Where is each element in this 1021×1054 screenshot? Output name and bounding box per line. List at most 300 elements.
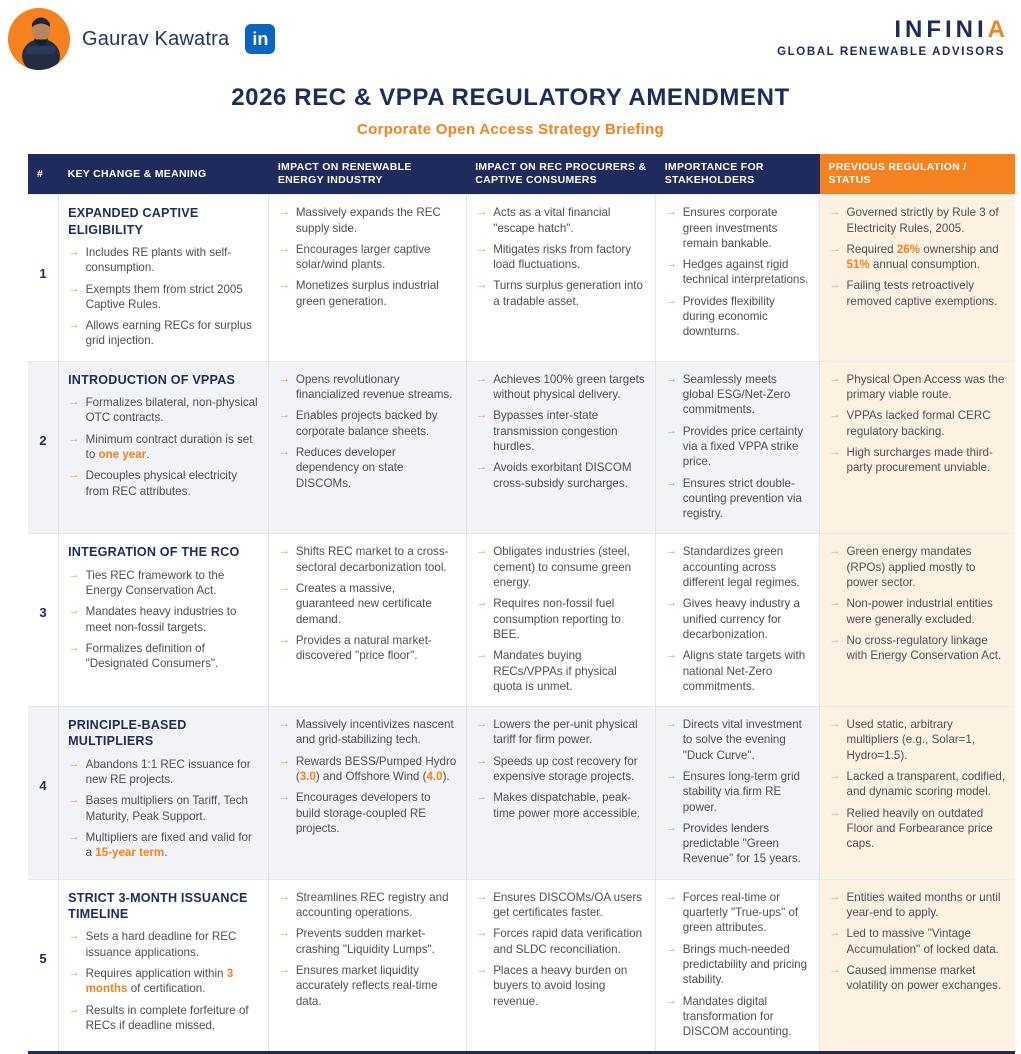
- arrow-icon: →: [68, 432, 80, 445]
- bullet-text: [86, 757, 260, 788]
- text-segment: Caused immense market volatility on power exchanges.: [846, 963, 1002, 993]
- arrow-icon: →: [278, 633, 290, 646]
- page-subtitle: Corporate Open Access Strategy Briefing: [356, 121, 665, 138]
- text-segment: Encourages developers to build storage-coupled RE projects.: [295, 791, 431, 835]
- highlighted-text: 4.0: [426, 769, 443, 783]
- impact-industry-cell: [269, 879, 466, 1053]
- bullet-item: [665, 257, 810, 288]
- bullet-item: [829, 596, 1006, 627]
- text-segment: Provides flexibility during economic downturns.: [682, 294, 775, 339]
- bullet-item: [665, 424, 810, 470]
- key-change-cell: [59, 361, 269, 534]
- row-number: 4: [28, 707, 59, 880]
- text-segment: Ensures long-term grid stability via firm RE power.: [682, 769, 800, 814]
- previous-regulation-cell: [820, 534, 1015, 707]
- page-header: [0, 0, 1021, 70]
- text-segment: Minimum contract duration is set to: [85, 432, 253, 461]
- arrow-icon: →: [829, 206, 841, 219]
- bullet-item: [829, 633, 1006, 664]
- text-segment: Includes RE plants with self-consumption.: [85, 245, 232, 275]
- bullet-item: [829, 806, 1006, 852]
- bullet-item: [68, 929, 259, 960]
- text-segment: Mandates digital transformation for DISCOM accounting.: [682, 994, 792, 1039]
- bullet-item: [829, 445, 1006, 476]
- bullet-text: [683, 821, 810, 867]
- bullet-text: [296, 890, 457, 921]
- bullet-text: [493, 717, 646, 748]
- text-segment: Ensures strict double-counting prevention via registry.: [682, 476, 802, 521]
- text-segment: of certification.: [127, 982, 206, 996]
- text-segment: Gives heavy industry a unified currency for decarbonization.: [682, 597, 800, 641]
- arrow-icon: →: [475, 649, 488, 662]
- bullet-text: [86, 929, 260, 960]
- bullet-item: [68, 604, 259, 635]
- bullet-text: [847, 769, 1006, 800]
- arrow-icon: →: [68, 831, 80, 843]
- text-segment: Prevents sudden market-crashing "Liquidity Lumps".: [295, 927, 435, 956]
- text-segment: Obligates industries (steel, cement) to consume green energy.: [493, 545, 632, 590]
- arrow-icon: →: [665, 372, 677, 385]
- text-segment: Formalizes definition of "Designated Consumers".: [85, 641, 219, 671]
- bullet-item: [476, 890, 647, 921]
- bullet-text: [847, 633, 1006, 664]
- bullet-text: [493, 460, 646, 491]
- bullet-item: [665, 717, 810, 763]
- table-row: [28, 361, 1015, 534]
- bullet-item: [278, 278, 456, 309]
- brand-logo-accent: A: [987, 16, 1005, 43]
- arrow-icon: →: [665, 718, 677, 731]
- bullet-item: [665, 294, 810, 340]
- key-change-cell: [59, 534, 269, 707]
- arrow-icon: →: [475, 927, 488, 940]
- highlighted-text: 26%: [896, 242, 921, 256]
- arrow-icon: →: [665, 476, 677, 489]
- highlighted-text: one year: [98, 448, 147, 461]
- bullet-text: [683, 294, 810, 340]
- key-change-heading: PRINCIPLE-BASED MULTIPLIERS: [68, 718, 187, 749]
- bullet-text: [683, 717, 810, 763]
- key-change-heading: STRICT 3-MONTH ISSUANCE TIMELINE: [68, 890, 248, 922]
- impact-procurers-cell: [466, 195, 656, 362]
- impact-industry-cell: [269, 195, 466, 362]
- previous-regulation-cell: [820, 361, 1015, 534]
- arrow-icon: →: [475, 206, 488, 219]
- bullet-item: [68, 757, 259, 788]
- key-change-heading: EXPANDED CAPTIVE ELIGIBILITY: [68, 206, 199, 237]
- regulation-table: [28, 154, 1015, 1054]
- bullet-text: [847, 806, 1006, 852]
- arrow-icon: →: [665, 424, 677, 437]
- text-segment: Directs vital investment to solve the evening "Duck Curve".: [682, 718, 802, 762]
- bullet-text: [493, 790, 646, 821]
- text-segment: Mandates buying RECs/VPPAs if physical quota is unmet.: [493, 649, 617, 693]
- arrow-icon: →: [665, 769, 677, 782]
- bullet-text: [683, 476, 810, 522]
- arrow-icon: →: [475, 963, 488, 976]
- bullet-text: [683, 994, 810, 1040]
- importance-cell: [656, 707, 820, 880]
- bullet-text: [493, 648, 646, 694]
- text-segment: Creates a massive, guaranteed new certificate demand.: [295, 582, 432, 626]
- arrow-icon: →: [475, 754, 488, 767]
- arrow-icon: →: [829, 927, 841, 940]
- avatar: [8, 8, 70, 70]
- title-block: [0, 84, 1021, 138]
- arrow-icon: →: [278, 927, 290, 940]
- avatar-photo: [8, 8, 70, 70]
- text-segment: Physical Open Access was the primary viable route.: [846, 372, 1005, 402]
- row-number: 1: [28, 195, 59, 362]
- bullet-item: [665, 769, 810, 815]
- text-segment: Massively incentivizes nascent and grid-stabilizing tech.: [295, 718, 454, 747]
- text-segment: annual consumption.: [869, 258, 980, 272]
- arrow-icon: →: [665, 206, 677, 219]
- arrow-icon: →: [278, 890, 290, 903]
- bullet-item: [278, 790, 456, 836]
- bullet-text: [86, 604, 260, 635]
- arrow-icon: →: [475, 791, 488, 804]
- text-segment: Provides a natural market-discovered "price floor".: [295, 633, 432, 663]
- brand-logo-main: INFINI: [894, 16, 988, 43]
- bullet-item: [665, 596, 810, 642]
- table-row: [28, 879, 1015, 1053]
- text-segment: Lowers the per-unit physical tariff for firm power.: [493, 718, 638, 747]
- text-segment: Formalizes bilateral, non-physical OTC contracts.: [85, 396, 258, 425]
- text-segment: .: [146, 448, 150, 461]
- text-segment: Bases multipliers on Tariff, Tech Maturity, Peak Support.: [85, 794, 248, 823]
- arrow-icon: →: [829, 279, 841, 292]
- text-segment: Acts as a vital financial "escape hatch".: [493, 206, 611, 235]
- arrow-icon: →: [278, 206, 290, 219]
- bullet-item: [476, 963, 647, 1009]
- arrow-icon: →: [68, 605, 80, 618]
- table-body: [28, 195, 1015, 1053]
- bullet-text: [296, 372, 457, 403]
- text-segment: Mandates heavy industries to meet non-fossil targets.: [85, 605, 237, 634]
- text-segment: Ensures corporate green investments remain bankable.: [682, 206, 778, 250]
- col-header-impact-procurers: IMPACT ON REC PROCURERS & CAPTIVE CONSUMERS: [466, 154, 656, 195]
- arrow-icon: →: [475, 409, 488, 422]
- bullet-item: [68, 468, 259, 499]
- linkedin-icon[interactable]: in: [245, 24, 275, 54]
- bullet-item: [278, 717, 456, 748]
- bullet-item: [665, 821, 810, 867]
- text-segment: Seamlessly meets global ESG/Net-Zero commitments.: [682, 372, 791, 417]
- bullet-text: [847, 372, 1006, 403]
- text-segment: Multipliers are fixed and valid for a: [85, 831, 252, 860]
- text-segment: Led to massive "Vintage Accumulation" of locked data.: [846, 927, 999, 956]
- bullet-item: [476, 372, 647, 403]
- text-segment: Provides price certainty via a fixed VPPA strike price.: [682, 424, 804, 469]
- arrow-icon: →: [665, 994, 677, 1007]
- previous-regulation-cell: [820, 707, 1015, 880]
- text-segment: Brings much-needed predictability and pricing stability.: [682, 942, 808, 987]
- text-segment: No cross-regulatory linkage with Energy Conservation Act.: [846, 633, 1002, 663]
- arrow-icon: →: [68, 1003, 80, 1016]
- bullet-text: [86, 830, 260, 861]
- arrow-icon: →: [665, 294, 677, 307]
- col-header-previous-regulation: PREVIOUS REGULATION / STATUS: [820, 154, 1015, 195]
- importance-cell: [656, 195, 820, 362]
- text-segment: Sets a hard deadline for REC issuance applications.: [85, 930, 237, 959]
- text-segment: .: [164, 846, 168, 860]
- text-segment: Lacked a transparent, codified, and dynamic scoring model.: [846, 769, 1006, 799]
- bullet-text: [86, 793, 260, 824]
- arrow-icon: →: [278, 372, 290, 385]
- text-segment: Encourages larger captive solar/wind plants.: [295, 242, 431, 272]
- highlighted-text: 51%: [846, 258, 870, 272]
- arrow-icon: →: [278, 445, 290, 458]
- bullet-text: [683, 769, 810, 815]
- text-segment: Rewards BESS/Pumped Hydro (: [295, 754, 457, 783]
- col-header-key-change: KEY CHANGE & MEANING: [59, 154, 269, 195]
- arrow-icon: →: [68, 568, 80, 581]
- bullet-item: [829, 926, 1006, 957]
- bullet-item: [476, 596, 647, 642]
- arrow-icon: →: [829, 963, 841, 976]
- text-segment: Non-power industrial entities were generally excluded.: [846, 597, 993, 626]
- bullet-item: [278, 544, 456, 575]
- bullet-item: [68, 966, 259, 997]
- arrow-icon: →: [475, 242, 488, 255]
- key-change-heading: INTRODUCTION OF VPPAS: [68, 372, 236, 387]
- bullet-item: [68, 830, 259, 861]
- importance-cell: [656, 879, 820, 1053]
- bullet-item: [665, 544, 810, 590]
- bullet-item: [665, 372, 810, 418]
- bullet-text: [847, 963, 1006, 994]
- text-segment: Provides lenders predictable "Green Revenue" for 15 years.: [682, 821, 801, 866]
- bullet-item: [829, 963, 1006, 994]
- bullet-item: [278, 445, 456, 491]
- row-number: 3: [28, 534, 59, 707]
- bullet-item: [476, 790, 647, 821]
- bullet-item: [829, 205, 1006, 236]
- bullet-item: [665, 942, 810, 988]
- bullet-text: [296, 790, 457, 836]
- author-name: Gaurav Kawatra: [82, 27, 230, 50]
- arrow-icon: →: [665, 597, 677, 610]
- bullet-item: [476, 408, 647, 454]
- table-header: [28, 154, 1015, 195]
- text-segment: Allows earning RECs for surplus grid injection.: [85, 319, 252, 348]
- arrow-icon: →: [829, 445, 841, 458]
- text-segment: Reduces developer dependency on state DISCOMs.: [295, 445, 404, 490]
- arrow-icon: →: [68, 757, 80, 770]
- arrow-icon: →: [278, 754, 290, 767]
- bullet-item: [68, 395, 259, 426]
- bullet-text: [847, 717, 1006, 763]
- bullet-text: [296, 408, 457, 439]
- impact-industry-cell: [269, 707, 466, 880]
- arrow-icon: →: [829, 242, 841, 255]
- bullet-item: [665, 890, 810, 936]
- arrow-icon: →: [665, 821, 677, 834]
- text-segment: Streamlines REC registry and accounting operations.: [295, 890, 449, 920]
- brand-subtitle: GLOBAL RENEWABLE ADVISORS: [777, 46, 1005, 58]
- arrow-icon: →: [68, 930, 80, 943]
- bullet-item: [68, 1003, 259, 1034]
- bullet-text: [683, 942, 810, 988]
- bullet-text: [296, 445, 457, 491]
- bullet-text: [683, 544, 810, 590]
- table-row: [28, 195, 1015, 362]
- bullet-item: [829, 242, 1006, 273]
- bullet-text: [847, 205, 1006, 236]
- text-segment: Hedges against rigid technical interpretations.: [682, 258, 809, 287]
- bullet-text: [493, 544, 646, 590]
- text-segment: VPPAs lacked formal CERC regulatory backing.: [846, 409, 991, 438]
- arrow-icon: →: [665, 942, 677, 955]
- arrow-icon: →: [68, 967, 80, 980]
- bullet-text: [296, 963, 457, 1009]
- key-change-heading: INTEGRATION OF THE RCO: [68, 545, 240, 560]
- bullet-item: [278, 372, 456, 403]
- impact-industry-cell: [269, 534, 466, 707]
- bullet-text: [493, 596, 646, 642]
- bullet-text: [296, 754, 457, 785]
- key-change-cell: [59, 195, 269, 362]
- bullet-text: [296, 717, 457, 748]
- bullet-item: [476, 717, 647, 748]
- text-segment: Ensures market liquidity accurately reflects real-time data.: [295, 963, 438, 1008]
- bullet-item: [829, 372, 1006, 403]
- bullet-text: [86, 318, 260, 349]
- arrow-icon: →: [278, 545, 290, 558]
- bullet-text: [86, 568, 260, 599]
- arrow-icon: →: [665, 545, 677, 558]
- impact-procurers-cell: [466, 879, 656, 1053]
- bullet-text: [296, 633, 457, 664]
- bullet-text: [296, 242, 457, 273]
- text-segment: Required: [846, 242, 897, 256]
- col-header-num: #: [28, 154, 59, 195]
- brand-block: [777, 8, 1011, 58]
- highlighted-text: 15-year term: [95, 846, 165, 860]
- bullet-text: [296, 205, 457, 236]
- bullet-item: [829, 769, 1006, 800]
- arrow-icon: →: [475, 890, 488, 903]
- bullet-item: [665, 205, 810, 251]
- text-segment: Results in complete forfeiture of RECs if deadline missed.: [85, 1003, 249, 1032]
- bullet-text: [86, 432, 260, 463]
- bullet-item: [665, 648, 810, 694]
- arrow-icon: →: [68, 469, 80, 482]
- text-segment: Mitigates risks from factory load fluctuations.: [493, 242, 632, 272]
- bullet-item: [278, 926, 456, 957]
- arrow-icon: →: [475, 372, 488, 385]
- text-segment: Places a heavy burden on buyers to avoid losing revenue.: [493, 963, 628, 1008]
- bullet-text: [86, 245, 260, 276]
- arrow-icon: →: [475, 545, 488, 558]
- arrow-icon: →: [475, 718, 488, 731]
- bullet-item: [476, 242, 647, 273]
- arrow-icon: →: [829, 545, 841, 558]
- text-segment: Achieves 100% green targets without physical delivery.: [493, 372, 645, 402]
- text-segment: Makes dispatchable, peak-time power more accessible.: [493, 791, 641, 820]
- bullet-item: [278, 963, 456, 1009]
- bullet-text: [683, 372, 810, 418]
- bullet-text: [296, 278, 457, 309]
- text-segment: Avoids exorbitant DISCOM cross-subsidy surcharges.: [493, 461, 632, 490]
- importance-cell: [656, 534, 820, 707]
- bullet-text: [683, 596, 810, 642]
- bullet-text: [493, 754, 646, 785]
- arrow-icon: →: [829, 409, 841, 422]
- arrow-icon: →: [475, 597, 488, 610]
- bullet-item: [278, 205, 456, 236]
- text-segment: ).: [442, 769, 450, 783]
- bullet-text: [86, 282, 260, 313]
- table-row: [28, 534, 1015, 707]
- bullet-text: [493, 926, 646, 957]
- bullet-text: [86, 966, 260, 997]
- arrow-icon: →: [665, 890, 677, 903]
- bullet-item: [829, 408, 1006, 439]
- bullet-text: [493, 890, 646, 921]
- bullet-text: [847, 408, 1006, 439]
- bullet-item: [476, 754, 647, 785]
- bullet-item: [829, 544, 1006, 590]
- row-number: 2: [28, 361, 59, 534]
- bullet-item: [68, 282, 259, 313]
- bullet-text: [493, 963, 646, 1009]
- text-segment: Forces rapid data verification and SLDC reconciliation.: [493, 927, 643, 956]
- arrow-icon: →: [68, 245, 80, 258]
- bullet-item: [278, 754, 456, 785]
- text-segment: Abandons 1:1 REC issuance for new RE projects.: [85, 757, 251, 787]
- bullet-item: [476, 926, 647, 957]
- arrow-icon: →: [68, 282, 80, 295]
- bullet-text: [683, 424, 810, 470]
- bullet-item: [278, 242, 456, 273]
- text-segment: Entities waited months or until year-end to apply.: [846, 890, 1001, 920]
- arrow-icon: →: [278, 242, 290, 255]
- bullet-item: [278, 408, 456, 439]
- bullet-text: [847, 926, 1006, 957]
- bullet-text: [86, 641, 260, 672]
- bullet-text: [296, 544, 457, 575]
- text-segment: Requires non-fossil fuel consumption reporting to BEE.: [493, 597, 621, 641]
- arrow-icon: →: [68, 794, 80, 807]
- arrow-icon: →: [829, 597, 841, 610]
- bullet-item: [476, 278, 647, 309]
- arrow-icon: →: [278, 409, 290, 422]
- arrow-icon: →: [278, 963, 290, 976]
- col-header-impact-industry: IMPACT ON RENEWABLE ENERGY INDUSTRY: [269, 154, 466, 195]
- arrow-icon: →: [278, 791, 290, 804]
- col-header-importance: IMPORTANCE FOR STAKEHOLDERS: [656, 154, 820, 195]
- text-segment: Governed strictly by Rule 3 of Electricity Rules, 2005.: [846, 206, 999, 235]
- text-segment: Speeds up cost recovery for expensive storage projects.: [493, 754, 638, 783]
- bullet-item: [476, 648, 647, 694]
- bullet-text: [847, 445, 1006, 476]
- bullet-item: [476, 460, 647, 491]
- text-segment: Monetizes surplus industrial green generation.: [295, 279, 439, 308]
- bullet-item: [476, 544, 647, 590]
- text-segment: Failing tests retroactively removed captive exemptions.: [846, 279, 998, 308]
- impact-procurers-cell: [466, 361, 656, 534]
- bullet-item: [829, 278, 1006, 309]
- arrow-icon: →: [829, 806, 841, 819]
- bullet-text: [493, 408, 646, 454]
- arrow-icon: →: [829, 372, 841, 385]
- bullet-item: [68, 432, 259, 463]
- bullet-text: [493, 205, 646, 236]
- text-segment: Shifts REC market to a cross-sectoral decarbonization tool.: [295, 545, 449, 574]
- previous-regulation-cell: [820, 195, 1015, 362]
